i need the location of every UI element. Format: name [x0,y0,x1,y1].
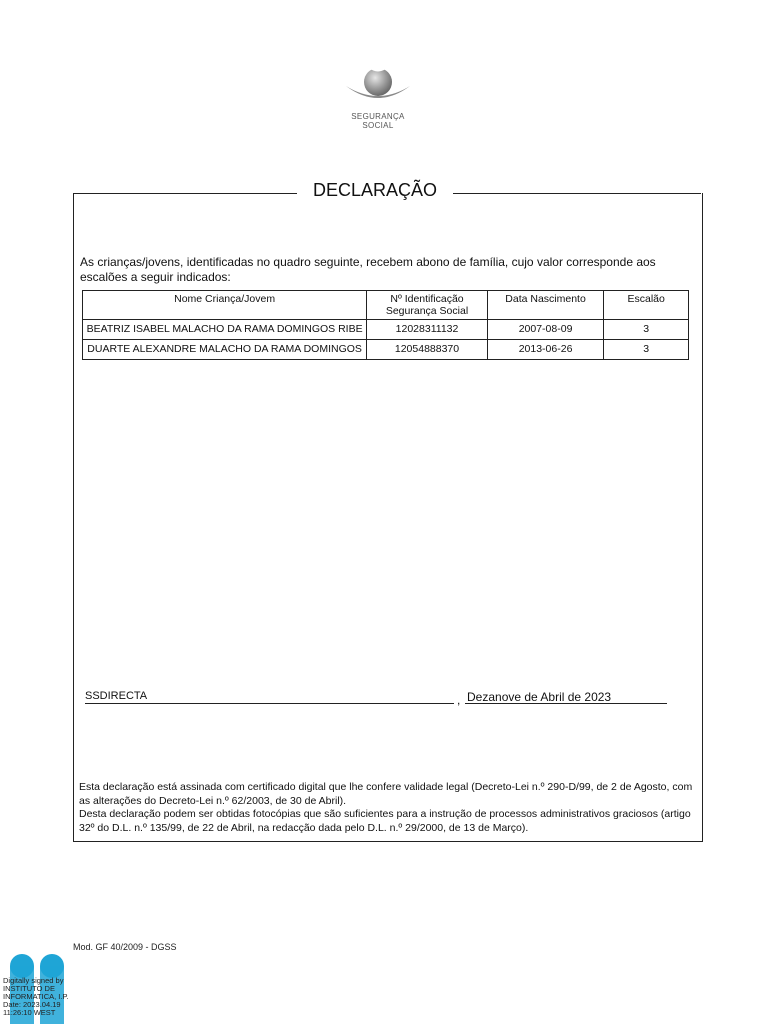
cell-id: 12054888370 [367,340,488,360]
digital-signature-stamp [0,950,80,1024]
legal-paragraph-1: Esta declaração está assinada com certificado digital que lhe confere validade legal (Decreto-Lei n.º 290-D/99, de 2 de Agosto, com as alterações do Decreto-Lei n.º 62/2003, de 30 de Abril). [79,781,693,807]
header-escalao: Escalão [604,291,689,320]
signature-stamp-text [3,977,79,1017]
seguranca-social-logo [336,66,420,130]
table-row [83,340,689,360]
stamp-line: 11:26:10 WEST [3,1008,56,1017]
stamp-line: INFORMATICA, I.P. [3,992,69,1001]
model-reference: Mod. GF 40/2009 - DGSS [73,942,177,952]
header-id [367,291,488,320]
legal-paragraph-2: Desta declaração podem ser obtidas fotocópias que são suficientes para a instrução de processos administrativos graciosos (artigo 32º do D.L. n.º 135/99, de 22 de Abril, na redacção dada pelo D.L. n.º 29/2000, de 13 de Março). [79,808,691,834]
cell-birth: 2013-06-26 [487,340,604,360]
legal-notice [79,781,695,835]
cell-id: 12028311132 [367,320,488,340]
stamp-line: INSTITUTO DE [3,984,55,993]
cell-birth: 2007-08-09 [487,320,604,340]
signature-separator: , [457,693,461,707]
logo-text: SEGURANÇA SOCIAL [351,112,405,130]
issuing-entity: SSDIRECTA [85,690,148,702]
children-table [82,290,689,360]
issue-date: Dezanove de Abril de 2023 [467,690,612,704]
header-id-line2: Segurança Social [385,305,469,317]
document-title: DECLARAÇÃO [312,180,438,200]
cell-name: BEATRIZ ISABEL MALACHO DA RAMA DOMINGOS RIBE [83,320,367,340]
table-row [83,320,689,340]
stamp-line: Date: 2023.04.19 [3,1000,61,1009]
header-birth: Data Nascimento [487,291,604,320]
stamp-line: Digitally signed by [3,976,64,985]
signature-line-left [85,703,454,704]
frame-top-border-left [73,193,297,194]
seguranca-social-logo-icon [344,66,412,108]
cell-name: DUARTE ALEXANDRE MALACHO DA RAMA DOMINGOS [83,340,367,360]
signature-line-right [465,703,667,704]
table-header-row [83,291,689,320]
header-id-line1: Nº Identificação [390,293,464,305]
frame-top-border-right [453,193,701,194]
header-name: Nome Criança/Jovem [83,291,367,320]
cell-escalao: 3 [604,340,689,360]
intro-text: As crianças/jovens, identificadas no quadro seguinte, recebem abono de família, cujo valor corresponde aos escalões a seguir indicados: [80,255,656,284]
cell-escalao: 3 [604,320,689,340]
